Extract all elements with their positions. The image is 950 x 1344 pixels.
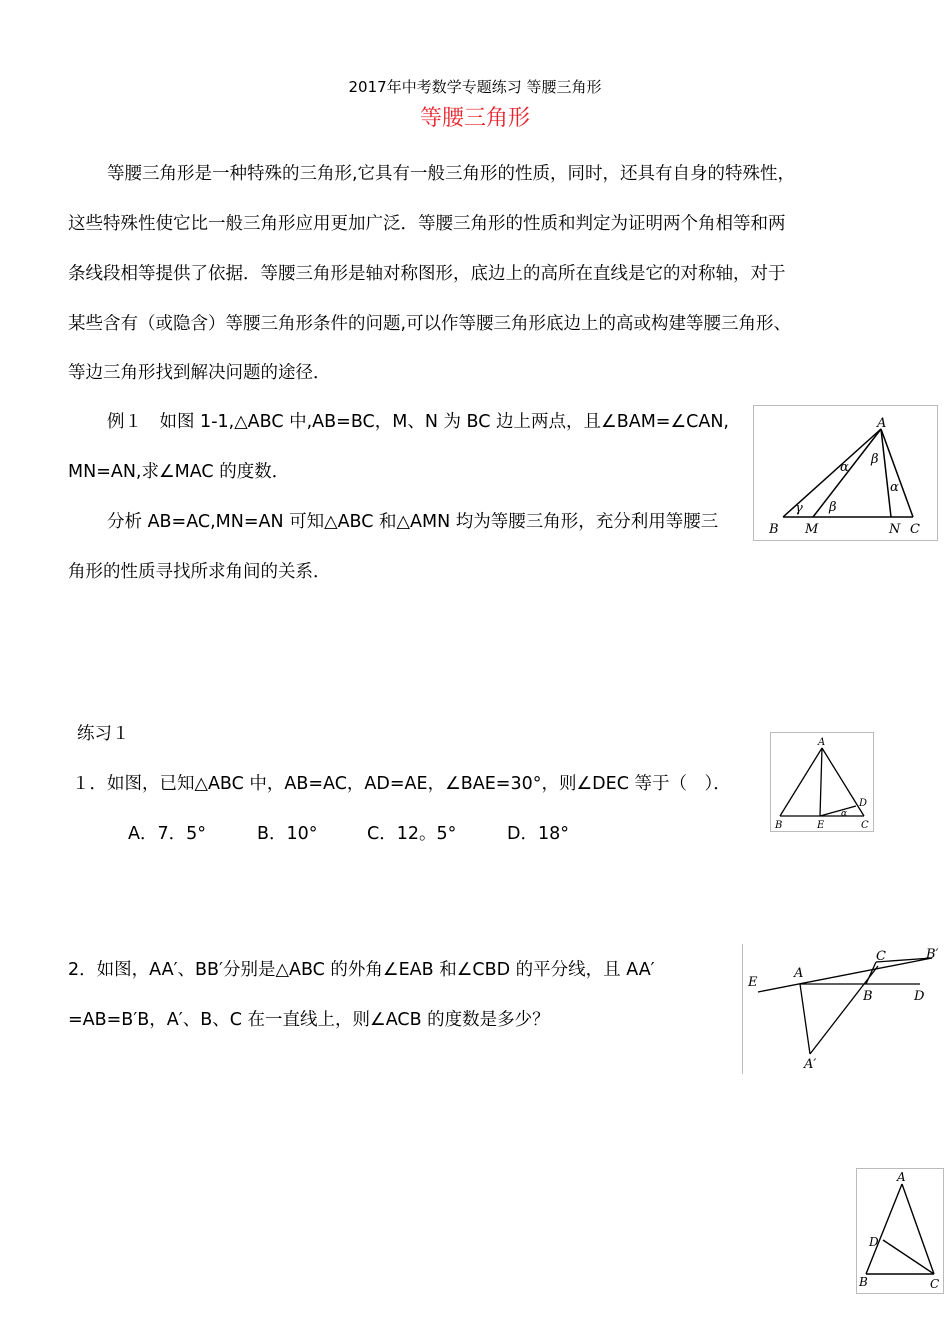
practice1-heading: 练习１	[77, 724, 130, 744]
fig1-label-A: A	[877, 416, 887, 431]
fig2-label-C: C	[861, 820, 869, 831]
question2-line-1: 2．如图，AA′、BB′分别是△ABC 的外角∠EAB 和∠CBD 的平分线，且 AA′	[68, 960, 655, 980]
fig1-label-beta-2: β	[829, 500, 837, 515]
fig1-label-gamma: γ	[795, 501, 803, 516]
fig4-label-D: D	[869, 1235, 879, 1249]
fig2-label-B: B	[775, 820, 783, 831]
page-header: 2017年中考数学专题练习 等腰三角形	[348, 78, 602, 96]
fig3-label-B: B	[863, 989, 873, 1004]
fig3-label-C: C	[876, 949, 886, 964]
fig4-label-C: C	[930, 1277, 940, 1291]
intro-line-2: 这些特殊性使它比一般三角形应用更加广泛．等腰三角形的性质和判定为证明两个角相等和两	[68, 214, 786, 234]
question1-option-a: A．7．5°	[128, 824, 206, 844]
fig3-label-D: D	[914, 989, 925, 1004]
figure-question3	[856, 1168, 944, 1294]
example1-line-2: MN=AN,求∠MAC 的度数．	[68, 462, 290, 482]
fig1-label-N: N	[889, 522, 901, 537]
fig3-label-A: A	[794, 966, 804, 981]
fig1-label-M: M	[805, 522, 819, 537]
fig1-label-beta-1: β	[871, 452, 879, 467]
question1-option-c: C．12。5°	[367, 824, 457, 844]
question1-option-b: B．10°	[257, 824, 318, 844]
fig4-label-B: B	[859, 1275, 868, 1289]
intro-line-3: 条线段相等提供了依据．等腰三角形是轴对称图形，底边上的高所在直线是它的对称轴，对于	[68, 264, 786, 284]
intro-line-1: 等腰三角形是一种特殊的三角形,它具有一般三角形的性质，同时，还具有自身的特殊性，	[107, 164, 796, 184]
fig1-label-alpha-1: α	[840, 460, 849, 475]
fig3-label-E: E	[748, 975, 758, 990]
question1-option-d: D．18°	[507, 824, 569, 844]
intro-line-5: 等边三角形找到解决问题的途径．	[68, 363, 331, 383]
fig1-label-alpha-2: α	[890, 480, 899, 495]
figure-example1	[753, 405, 938, 541]
fig2-label-A: A	[818, 737, 826, 748]
fig4-label-A: A	[897, 1170, 906, 1184]
fig1-label-C: C	[910, 522, 920, 537]
example1-analysis-2: 角形的性质寻找所求角间的关系．	[68, 562, 331, 582]
fig2-label-E: E	[817, 820, 825, 831]
question1-text: １．如图，已知△ABC 中，AB=AC，AD=AE，∠BAE=30°，则∠DEC 等于（ ）．	[72, 774, 731, 794]
fig2-label-alpha: α	[841, 809, 848, 819]
fig1-label-B: B	[769, 522, 779, 537]
fig2-label-D: D	[859, 798, 868, 809]
figure-question1	[770, 732, 874, 832]
question2-line-2: =AB=B′B，A′、B、C 在一直线上，则∠ACB 的度数是多少？	[68, 1010, 550, 1030]
example1-analysis-1: 分析 AB=AC,MN=AN 可知△ABC 和△AMN 均为等腰三角形，充分利用等腰三	[107, 512, 719, 532]
figure-question2	[742, 944, 948, 1074]
fig3-label-B-prime: B′	[926, 947, 939, 962]
intro-line-4: 某些含有（或隐含）等腰三角形条件的问题,可以作等腰三角形底边上的高或构建等腰三角形、	[68, 314, 792, 334]
example1-line-1: 例１ 如图 1-1,△ABC 中,AB=BC，M、N 为 BC 边上两点，且∠BAM=∠CAN,	[107, 412, 729, 432]
page-title: 等腰三角形	[419, 106, 530, 131]
fig3-label-A-prime: A′	[804, 1057, 817, 1072]
